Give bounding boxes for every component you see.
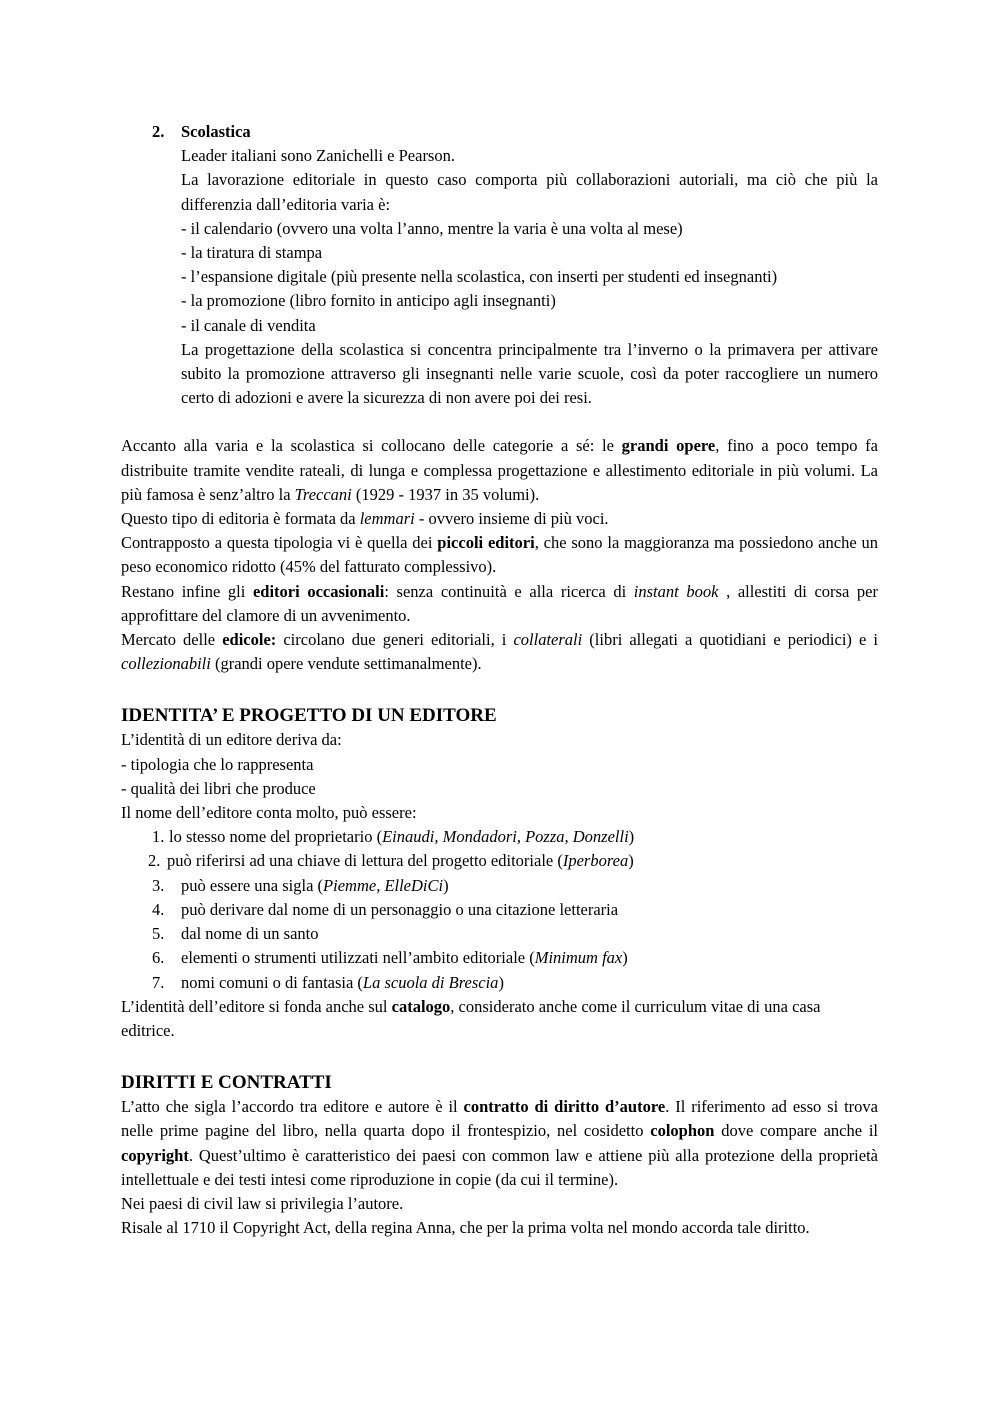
bold-term: editori occasionali: [252, 581, 385, 601]
list-line: - tipologia che lo rappresenta: [121, 754, 314, 774]
civil-law-line: Nei paesi di civil law si privilegia l’autore.: [121, 1193, 404, 1213]
catalogo-paragraph: L’identità dell’editore si fonda anche sul catalogo, considerato anche come il curriculum vitae di una casa editrice.: [121, 996, 821, 1040]
bold-term: colophon: [650, 1121, 715, 1141]
section-scolastica: [121, 120, 878, 410]
italic-term: collezionabili: [121, 654, 211, 674]
differenza-line: La lavorazione editoriale in questo caso comporta più collaborazioni autoriali, ma ciò che più la differenzia dall’editoria varia è:: [181, 170, 878, 214]
list-line: - la tiratura di stampa: [181, 243, 323, 263]
numbered-item: 3. può essere una sigla (Piemme, ElleDiCi): [121, 874, 878, 898]
identity-intro: L’identità di un editore deriva da:: [121, 730, 342, 750]
numbered-item: 1. lo stesso nome del proprietario (Einaudi, Mondadori, Pozza, Donzelli): [121, 825, 878, 849]
section-identita: [121, 704, 878, 1043]
italic-term: collaterali: [513, 630, 583, 650]
section-title: Scolastica: [181, 122, 251, 141]
name-intro: Il nome dell’editore conta molto, può essere:: [121, 803, 417, 823]
lemmari-paragraph: Questo tipo di editoria è formata da lemmari - ovvero insieme di più voci.: [121, 509, 609, 529]
section-diritti: [121, 1071, 878, 1240]
leader-line: Leader italiani sono Zanichelli e Pearson.: [181, 146, 455, 166]
numbered-item: 2. può riferirsi ad una chiave di lettura del progetto editoriale (Iperborea): [121, 849, 878, 873]
list-line: - la promozione (libro fornito in anticipo agli insegnanti): [181, 291, 556, 311]
bold-term: catalogo: [391, 996, 451, 1016]
numbered-item: 6. elementi o strumenti utilizzati nell’ambito editoriale (Minimum fax): [121, 946, 878, 970]
list-line: - qualità dei libri che produce: [121, 778, 316, 798]
list-line: - il canale di vendita: [181, 315, 316, 335]
edicole-paragraph: Mercato delle edicole: circolano due generi editoriali, i collaterali (libri allegati a quotidiani e periodici) e i collezionabili (grandi opere vendute settimanalmente).: [121, 630, 878, 674]
editori-occasionali-paragraph: Restano infine gli editori occasionali: senza continuità e alla ricerca di instant book , allestiti di corsa per approfittare del clamore di un avvenimento.: [121, 581, 878, 625]
italic-term: instant book: [633, 581, 719, 601]
bold-term: edicole:: [222, 630, 277, 650]
item-number: 7.: [152, 972, 165, 992]
spacer: [121, 410, 878, 434]
grandi-opere-paragraph: Accanto alla varia e la scolastica si collocano delle categorie a sé: le grandi opere, fino a poco tempo fa distribuite tramite vendite rateali, di lunga e complessa progettazione e allestimento editoriale in più volumi. La più famosa è senz’altro la Treccani (1929 - 1937 in 35 volumi).: [121, 436, 878, 504]
section-heading: IDENTITA’ E PROGETTO DI UN EDITORE: [121, 705, 497, 727]
bold-term: grandi opere: [621, 436, 716, 456]
document-page: [121, 120, 878, 1240]
numbered-item: 5. dal nome di un santo: [121, 922, 878, 946]
item-number: 6.: [152, 948, 165, 968]
section-number: 2.: [152, 122, 165, 141]
item-number: 3.: [152, 875, 165, 895]
list-line: - il calendario (ovvero una volta l’anno, mentre la varia è una volta al mese): [181, 218, 683, 238]
list-line: - l’espansione digitale (più presente nella scolastica, con inserti per studenti ed insegnanti): [181, 267, 778, 287]
section-categorie: [121, 434, 878, 676]
progettazione-paragraph: La progettazione della scolastica si concentra principalmente tra l’inverno o la primavera per attivare subito la promozione attraverso gli insegnanti nelle varie scuole, così da poter raccogliere un numero certo di adozioni e avere la sicurezza di non avere poi dei resi.: [181, 339, 878, 408]
bold-term: contratto di diritto d’autore: [463, 1097, 666, 1117]
spacer: [121, 1043, 878, 1067]
bold-term: piccoli editori: [437, 533, 535, 553]
numbered-item: 7. nomi comuni o di fantasia (La scuola di Brescia): [121, 971, 878, 995]
spacer: [121, 676, 878, 700]
italic-term: lemmari: [359, 509, 415, 529]
contratto-paragraph: L’atto che sigla l’accordo tra editore e autore è il contratto di diritto d’autore. Il riferimento ad esso si trova nelle prime pagine del libro, nella quarta dopo il frontespizio, nel cosidetto colophon dove compare anche il copyright. Quest’ultimo è caratteristico dei paesi con common law e attiene più alla protezione della proprietà intellettuale e dei testi intesi come riproduzione in copie (da cui il termine).: [121, 1097, 878, 1189]
item-number: 1.: [152, 827, 165, 847]
piccoli-editori-paragraph: Contrapposto a questa tipologia vi è quella dei piccoli editori, che sono la maggioranza ma possiedono anche un peso economico ridotto (45% del fatturato complessivo).: [121, 533, 878, 577]
numbered-item: 4. può derivare dal nome di un personaggio o una citazione letteraria: [121, 898, 878, 922]
copyright-act-paragraph: Risale al 1710 il Copyright Act, della regina Anna, che per la prima volta nel mondo accorda tale diritto.: [121, 1218, 810, 1238]
bold-term: copyright: [121, 1145, 189, 1165]
item-number: 4.: [152, 899, 165, 919]
section-heading: DIRITTI E CONTRATTI: [121, 1072, 332, 1094]
item-number: 5.: [152, 924, 165, 944]
item-number: 2.: [148, 851, 161, 871]
italic-term: Treccani: [294, 484, 352, 504]
